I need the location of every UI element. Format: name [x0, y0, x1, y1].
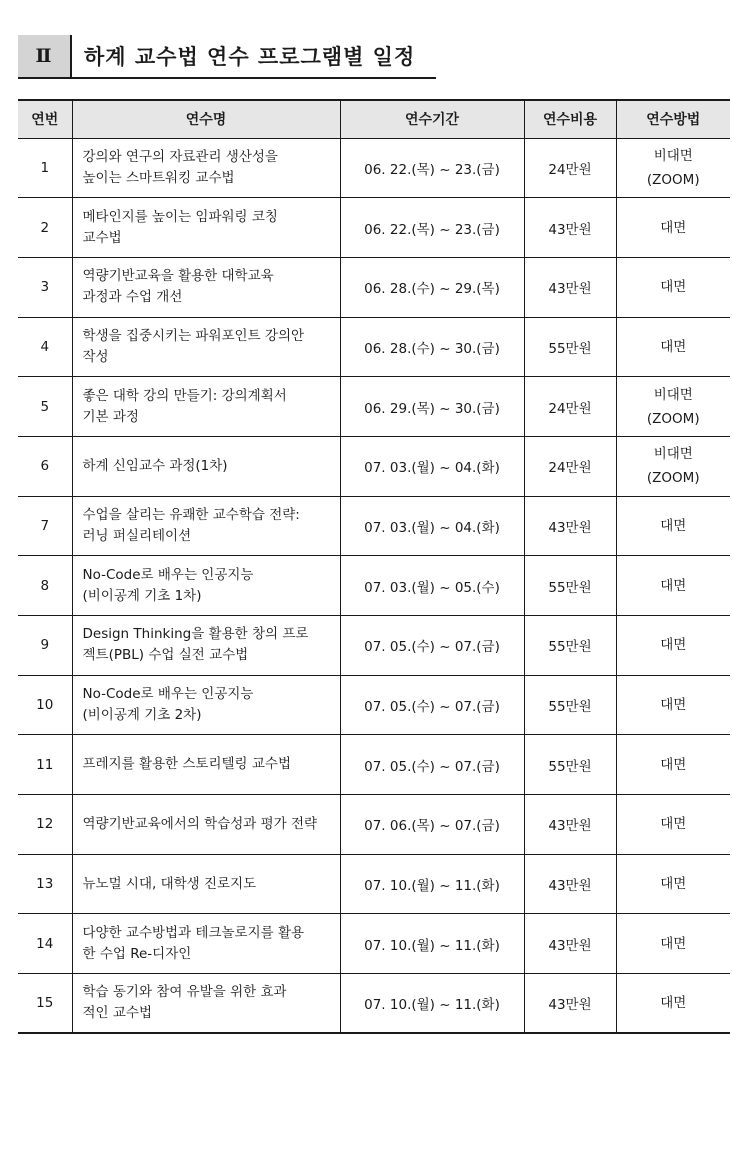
course-name-line: 메타인지를 높이는 임파워링 코칭 — [82, 208, 278, 225]
course-name-cell — [72, 735, 340, 795]
period-cell: 07. 05.(수) ~ 07.(금) — [340, 675, 524, 735]
table-row — [18, 974, 730, 1034]
period-cell: 06. 28.(수) ~ 29.(목) — [340, 257, 524, 317]
course-name-cell — [72, 795, 340, 855]
header-name: 연수명 — [72, 100, 340, 138]
course-name-line: 수업을 살리는 유쾌한 교수학습 전략: — [82, 506, 300, 523]
period-cell: 07. 05.(수) ~ 07.(금) — [340, 616, 524, 676]
course-name-cell — [72, 556, 340, 616]
method-line: 대면 — [660, 338, 687, 355]
header-method: 연수방법 — [616, 100, 730, 138]
fee-cell: 43만원 — [524, 974, 616, 1034]
fee-cell: 43만원 — [524, 914, 616, 974]
method-line: (ZOOM) — [646, 171, 700, 188]
method-line: 비대면 — [653, 147, 693, 164]
course-name-line: Design Thinking을 활용한 창의 프로 — [82, 626, 309, 643]
course-name-line: No-Code로 배우는 인공지능 — [82, 566, 254, 583]
period-cell: 07. 10.(월) ~ 11.(화) — [340, 974, 524, 1034]
course-name-line: 러닝 퍼실리테이션 — [82, 527, 192, 544]
fee-cell: 43만원 — [524, 496, 616, 556]
period-cell: 06. 22.(목) ~ 23.(금) — [340, 138, 524, 198]
header-no: 연번 — [18, 100, 72, 138]
fee-cell: 43만원 — [524, 854, 616, 914]
table-row — [18, 854, 730, 914]
method-line: 대면 — [660, 816, 687, 833]
section-title: 하계 교수법 연수 프로그램별 일정 — [84, 45, 416, 69]
row-number-cell: 7 — [18, 496, 72, 556]
course-name-line: 다양한 교수방법과 테크놀로지를 활용 — [82, 924, 305, 941]
method-cell — [616, 198, 730, 258]
row-number-cell: 9 — [18, 616, 72, 676]
method-cell — [616, 138, 730, 198]
course-name-line: No-Code로 배우는 인공지능 — [82, 686, 254, 703]
row-number-cell: 4 — [18, 317, 72, 377]
table-row — [18, 138, 730, 198]
table-row — [18, 198, 730, 258]
course-name-line: 기본 과정 — [82, 408, 139, 425]
row-number-cell: 12 — [18, 795, 72, 855]
course-name-line: 과정과 수업 개선 — [82, 289, 183, 306]
row-number-cell: 10 — [18, 675, 72, 735]
table-row — [18, 675, 730, 735]
fee-cell: 24만원 — [524, 436, 616, 496]
fee-cell: 24만원 — [524, 138, 616, 198]
fee-cell: 55만원 — [524, 616, 616, 676]
period-cell: 07. 03.(월) ~ 04.(화) — [340, 436, 524, 496]
period-cell: 07. 03.(월) ~ 05.(수) — [340, 556, 524, 616]
course-name-cell — [72, 496, 340, 556]
course-name-line: 한 수업 Re-디자인 — [82, 945, 192, 962]
method-line: 대면 — [660, 577, 687, 594]
fee-cell: 55만원 — [524, 317, 616, 377]
fee-cell: 43만원 — [524, 198, 616, 258]
course-name-cell — [72, 616, 340, 676]
course-name-line: 역량기반교육에서의 학습성과 평가 전략 — [82, 815, 318, 832]
course-name-cell — [72, 257, 340, 317]
table-body — [18, 138, 730, 1033]
period-cell: 06. 28.(수) ~ 30.(금) — [340, 317, 524, 377]
table-row — [18, 616, 730, 676]
course-name-cell — [72, 317, 340, 377]
period-cell: 07. 03.(월) ~ 04.(화) — [340, 496, 524, 556]
course-name-line: 학생을 집중시키는 파워포인트 강의안 작성 — [82, 327, 305, 365]
table-row — [18, 556, 730, 616]
row-number-cell: 1 — [18, 138, 72, 198]
row-number-cell: 15 — [18, 974, 72, 1034]
table-row — [18, 317, 730, 377]
fee-cell: 43만원 — [524, 257, 616, 317]
method-line: 대면 — [660, 935, 687, 952]
row-number-cell: 13 — [18, 854, 72, 914]
course-name-line: 좋은 대학 강의 만들기: 강의계획서 — [82, 387, 287, 404]
method-line: 대면 — [660, 995, 687, 1012]
course-name-cell — [72, 974, 340, 1034]
method-line: 대면 — [660, 219, 687, 236]
method-cell — [616, 795, 730, 855]
method-cell — [616, 914, 730, 974]
method-cell — [616, 974, 730, 1034]
section-number: Ⅱ — [18, 35, 72, 77]
section-heading — [18, 35, 436, 79]
course-name-line: 하계 신임교수 과정(1차) — [82, 457, 228, 474]
period-cell: 07. 05.(수) ~ 07.(금) — [340, 735, 524, 795]
table-row — [18, 496, 730, 556]
period-cell: 07. 06.(목) ~ 07.(금) — [340, 795, 524, 855]
course-name-cell — [72, 138, 340, 198]
table-row — [18, 257, 730, 317]
table-row — [18, 377, 730, 437]
course-name-line: 젝트(PBL) 수업 실전 교수법 — [82, 647, 249, 664]
method-line: 대면 — [660, 517, 687, 534]
method-cell — [616, 675, 730, 735]
method-line: 비대면 — [653, 386, 693, 403]
header-period: 연수기간 — [340, 100, 524, 138]
method-line: (ZOOM) — [646, 410, 700, 427]
table-row — [18, 436, 730, 496]
course-name-line: 교수법 — [82, 229, 122, 246]
method-cell — [616, 496, 730, 556]
period-cell: 06. 22.(목) ~ 23.(금) — [340, 198, 524, 258]
fee-cell: 43만원 — [524, 795, 616, 855]
method-line: (ZOOM) — [646, 470, 700, 487]
header-fee: 연수비용 — [524, 100, 616, 138]
method-cell — [616, 556, 730, 616]
method-line: 대면 — [660, 756, 687, 773]
method-cell — [616, 436, 730, 496]
row-number-cell: 8 — [18, 556, 72, 616]
method-line: 대면 — [660, 697, 687, 714]
method-cell — [616, 377, 730, 437]
course-name-cell — [72, 198, 340, 258]
method-cell — [616, 854, 730, 914]
course-name-cell — [72, 377, 340, 437]
method-line: 대면 — [660, 637, 687, 654]
method-line: 대면 — [660, 876, 687, 893]
course-name-line: (비이공계 기초 2차) — [82, 707, 202, 724]
method-line: 대면 — [660, 279, 687, 296]
table-row — [18, 795, 730, 855]
course-name-line: 강의와 연구의 자료관리 생산성을 — [82, 148, 278, 165]
course-name-line: 역량기반교육을 활용한 대학교육 — [82, 268, 274, 285]
fee-cell: 55만원 — [524, 735, 616, 795]
method-line: 비대면 — [653, 446, 693, 463]
schedule-table — [18, 99, 730, 1034]
method-cell — [616, 735, 730, 795]
table-row — [18, 914, 730, 974]
row-number-cell: 6 — [18, 436, 72, 496]
course-name-cell — [72, 436, 340, 496]
method-cell — [616, 616, 730, 676]
course-name-cell — [72, 854, 340, 914]
row-number-cell: 3 — [18, 257, 72, 317]
course-name-line: (비이공계 기초 1차) — [82, 587, 202, 604]
row-number-cell: 2 — [18, 198, 72, 258]
fee-cell: 55만원 — [524, 556, 616, 616]
method-cell — [616, 317, 730, 377]
period-cell: 07. 10.(월) ~ 11.(화) — [340, 854, 524, 914]
period-cell: 06. 29.(목) ~ 30.(금) — [340, 377, 524, 437]
table-row — [18, 735, 730, 795]
course-name-cell — [72, 675, 340, 735]
course-name-cell — [72, 914, 340, 974]
course-name-line: 적인 교수법 — [82, 1005, 152, 1022]
course-name-line: 높이는 스마트워킹 교수법 — [82, 169, 235, 186]
row-number-cell: 5 — [18, 377, 72, 437]
course-name-line: 뉴노멀 시대, 대학생 진로지도 — [82, 875, 257, 892]
row-number-cell: 11 — [18, 735, 72, 795]
method-cell — [616, 257, 730, 317]
course-name-line: 프레지를 활용한 스토리텔링 교수법 — [82, 756, 291, 773]
fee-cell: 55만원 — [524, 675, 616, 735]
period-cell: 07. 10.(월) ~ 11.(화) — [340, 914, 524, 974]
course-name-line: 학습 동기와 참여 유발을 위한 효과 — [82, 984, 287, 1001]
table-header-row — [18, 100, 730, 138]
row-number-cell: 14 — [18, 914, 72, 974]
fee-cell: 24만원 — [524, 377, 616, 437]
